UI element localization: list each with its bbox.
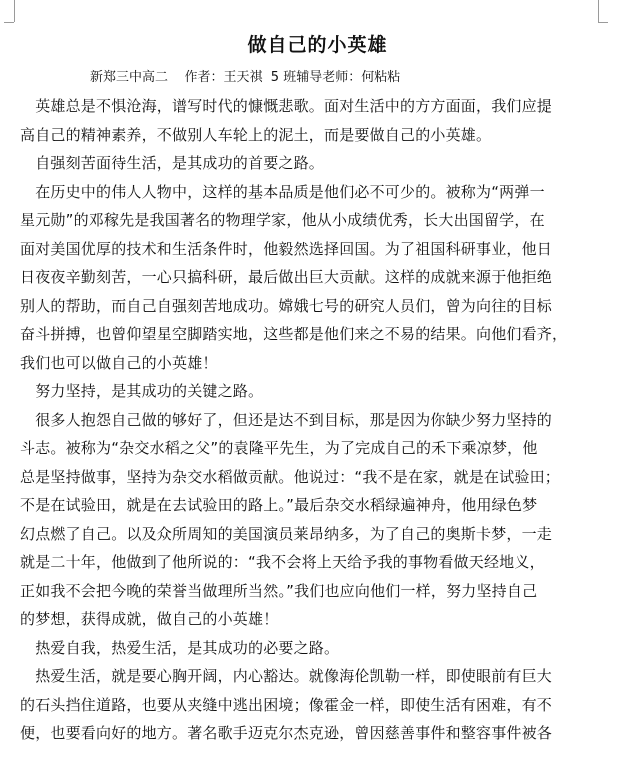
- text-line: 很多人抱怨自己做的够好了，但还是达不到目标，那是因为你缺少努力坚持的: [20, 410, 553, 429]
- text-line: 幻点燃了自己。以及众所周知的美国演员莱昂纳多，为了自己的奥斯卡梦，一走: [20, 524, 553, 543]
- author-line: 新郑三中高二 作者：王天祺 5 班辅导老师：何粘粘: [90, 70, 401, 85]
- paragraph-5: [20, 406, 580, 634]
- document-title: 做自己的小英雄: [247, 34, 388, 56]
- text-line: 的石头挡住道路，也要从夹缝中逃出困境；像霍金一样，即使生活有困难，有不: [20, 695, 553, 714]
- text-line: 高自己的精神素养，不做别人车轮上的泥土，而是要做自己的小英雄。: [20, 125, 492, 144]
- text-line: 总是坚持做事，坚持为杂交水稻做贡献。他说过：“我不是在家，就是在试验田；: [20, 467, 560, 486]
- text-line: 别人的帮助，而自己自强刻苦地成功。嫦娥七号的研究人员们，曾为向往的目标: [20, 296, 553, 315]
- page-corner-mark-left: [14, 0, 15, 22]
- text-line: 斗志。被称为“杂交水稻之父”的袁隆平先生，为了完成自己的禾下乘凉梦，他: [20, 439, 538, 457]
- text-line: 正如我不会把今晚的荣誉当做理所当然。”我们也应向他们一样，努力坚持自己: [20, 581, 538, 600]
- page-corner-mark-right-h: [598, 22, 608, 23]
- text-line: 奋斗拼搏，也曾仰望星空脚踏实地，这些都是他们来之不易的结果。向他们看齐，: [20, 325, 568, 343]
- text-line: 在历史中的伟人人物中，这样的基本品质是他们必不可少的。被称为“两弹一: [20, 182, 545, 201]
- text-line: 便，也要看向好的地方。著名歌手迈克尔杰克逊，曾因慈善事件和整容事件被各: [20, 724, 553, 742]
- text-line: 面对美国优厚的技术和生活条件时，他毅然选择回国。为了祖国科研事业，他日: [20, 239, 553, 258]
- paragraph-3: [20, 178, 580, 378]
- text-line: 我们也可以做自己的小英雄！: [20, 353, 218, 372]
- text-line: 就是二十年，他做到了他所说的：“我不会将上天给予我的事物看做天经地义，: [20, 553, 545, 571]
- text-line: 英雄总是不惧沧海，谱写时代的慷慨悲歌。面对生活中的方方面面，我们应提: [20, 97, 553, 115]
- text-line: 努力坚持，是其成功的关键之路。: [20, 382, 264, 400]
- text-line: 不是在试验田，就是在去试验田的路上。”最后杂交水稻绿遍神舟，他用绿色梦: [20, 496, 538, 514]
- paragraph-6-heading: [20, 634, 580, 663]
- text-line: 热爱自我，热爱生活，是其成功的必要之路。: [20, 638, 340, 657]
- document-body: [20, 92, 580, 748]
- text-line: 的梦想，获得成就，做自己的小英雄！: [20, 610, 279, 628]
- text-line: 星元勋”的邓稼先是我国著名的物理学家，他从小成绩优秀，长大出国留学，在: [20, 211, 545, 229]
- text-line: 热爱生活，就是要心胸开阔，内心豁达。就像海伦凯勒一样，即使眼前有巨大: [20, 667, 553, 685]
- paragraph-7: [20, 662, 580, 748]
- text-line: 自强刻苦面待生活，是其成功的首要之路。: [20, 154, 325, 172]
- page-corner-mark-left-h: [4, 22, 14, 23]
- paragraph-1: [20, 92, 580, 149]
- paragraph-4-heading: [20, 377, 580, 406]
- paragraph-2-heading: [20, 149, 580, 178]
- page-corner-mark-right: [598, 0, 599, 22]
- text-line: 日夜夜辛勤刻苦，一心只搞科研，最后做出巨大贡献。这样的成就来源于他拒绝: [20, 268, 553, 286]
